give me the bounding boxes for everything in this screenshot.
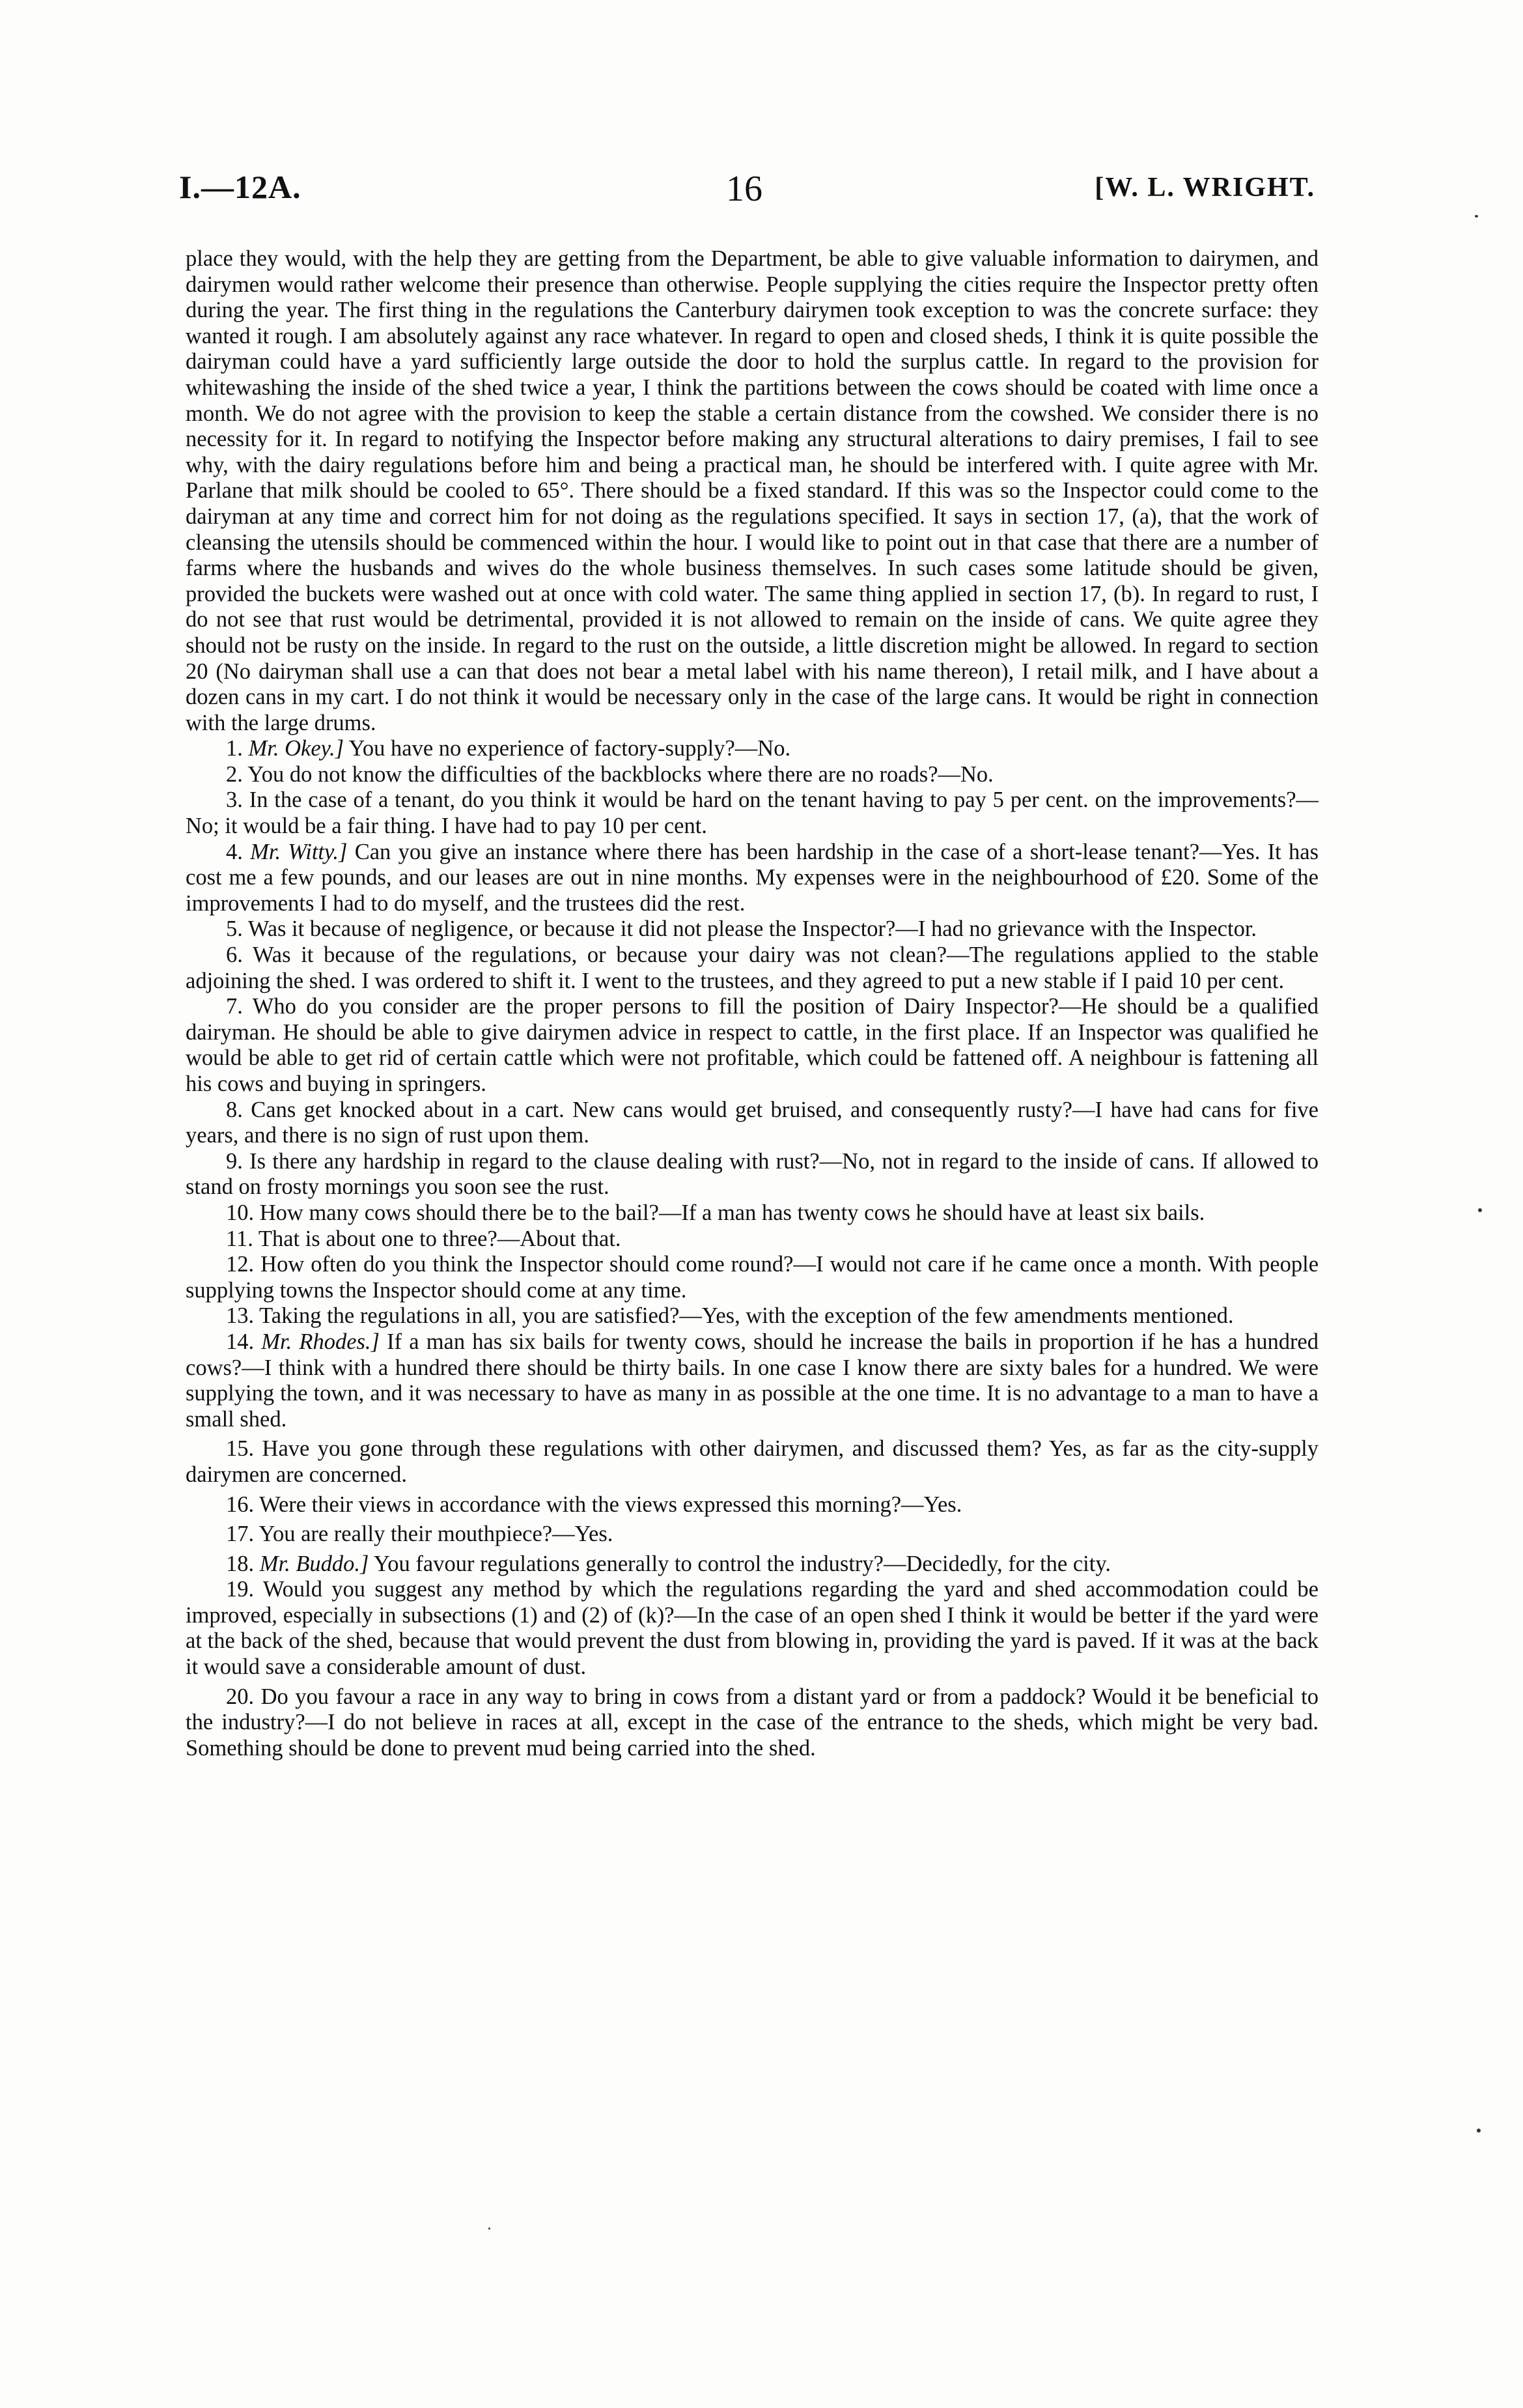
scan-speck	[488, 2228, 490, 2230]
page-header	[179, 168, 1315, 220]
question-text: Can you give an instance where there has been hardship in the case of a short-lease tenant?—Yes. It has cost me a few pounds, and our leases are out in nine months. My expenses were in the neighbourhood of £20. Some of the improvements I had to do myself, and the trustees did the rest.	[186, 839, 1319, 916]
question-number: 3.	[226, 787, 243, 813]
question-4	[186, 840, 1319, 917]
paper-reference: I.—12A.	[179, 169, 301, 205]
question-2	[186, 762, 1319, 788]
question-6	[186, 942, 1319, 994]
question-text: Have you gone through these regulations with other dairymen, and discussed them? Yes, as far as the city-supply dairymen are concerned.	[186, 1436, 1319, 1487]
question-text: If a man has six bails for twenty cows, should he increase the bails in proportion if he has a hundred cows?—I think with a hundred there should be thirty bails. In one case I know there are sixty bales for a hundred. We were supplying the town, and it was necessary to have as many in as possible at the one time. It is no advantage to a man to have a small shed.	[186, 1329, 1319, 1432]
question-number: 10.	[226, 1200, 255, 1225]
scan-speck	[1477, 2129, 1481, 2132]
page-number: 16	[726, 169, 762, 209]
question-number: 6.	[226, 942, 243, 968]
question-number: 11.	[226, 1226, 253, 1251]
question-number: 2.	[226, 761, 243, 787]
question-number: 17.	[226, 1522, 255, 1547]
question-text: Who do you consider are the proper persons to fill the position of Dairy Inspector?—He should be a qualified dairyman. He should be able to give dairymen advice in respect to cattle, in the first place. If an Inspector was qualified he would be able to get rid of certain cattle which were not profitable, which could be fattened off. A neighbour is fattening all his cows and buying in springers.	[186, 994, 1319, 1096]
question-text: Was it because of the regulations, or because your dairy was not clean?—The regulations applied to the stable adjoining the shed. I was ordered to shift it. I went to the trustees, and they agreed to put a new stable if I paid 10 per cent.	[186, 942, 1319, 993]
question-12	[186, 1252, 1319, 1303]
question-17	[186, 1522, 1319, 1548]
speaker: Mr. Buddo.]	[259, 1551, 369, 1576]
question-number: 18.	[226, 1551, 255, 1576]
question-text: You have no experience of factory-supply?—No.	[348, 736, 791, 761]
witness-name: [W. L. WRIGHT.	[1095, 173, 1315, 203]
scan-speck	[1478, 1208, 1482, 1212]
question-text: Cans get knocked about in a cart. New cans would get bruised, and consequently rusty?—I have had cans for five years, and there is no sign of rust upon them.	[186, 1097, 1319, 1148]
question-3	[186, 787, 1319, 839]
question-19	[186, 1577, 1319, 1680]
question-number: 19.	[226, 1577, 255, 1602]
question-number: 12.	[226, 1252, 255, 1277]
question-text: Taking the regulations in all, you are satisfied?—Yes, with the exception of the few amendments mentioned.	[259, 1303, 1234, 1329]
question-text: Is there any hardship in regard to the clause dealing with rust?—No, not in regard to the inside of cans. If allowed to stand on frosty mornings you soon see the rust.	[186, 1148, 1319, 1200]
question-number: 14.	[226, 1329, 255, 1354]
speaker: Mr. Okey.]	[248, 736, 344, 761]
question-16	[186, 1492, 1319, 1518]
question-text: You are really their mouthpiece?—Yes.	[258, 1522, 613, 1547]
scan-speck	[1475, 215, 1478, 218]
question-number: 9.	[226, 1148, 243, 1174]
question-20	[186, 1684, 1319, 1762]
question-text: That is about one to three?—About that.	[258, 1226, 621, 1251]
question-15	[186, 1436, 1319, 1488]
question-number: 1.	[226, 736, 243, 761]
question-1	[186, 736, 1319, 762]
question-13	[186, 1303, 1319, 1329]
question-text: Would you suggest any method by which the regulations regarding the yard and shed accommodation could be improved, especially in subsections (1) and (2) of (k)?—In the case of an open shed I think it would be better if the yard were at the back of the shed, because that would prevent the dust from blowing in, providing the yard is paved. If it was at the back it would save a considerable amount of dust.	[186, 1577, 1319, 1680]
question-18	[186, 1551, 1319, 1578]
question-number: 20.	[226, 1684, 255, 1709]
question-text: How many cows should there be to the bail?—If a man has twenty cows he should have at least six bails.	[259, 1200, 1205, 1225]
speaker: Mr. Rhodes.]	[261, 1329, 380, 1354]
question-10	[186, 1200, 1319, 1226]
question-text: You favour regulations generally to control the industry?—Decidedly, for the city.	[373, 1551, 1111, 1576]
question-text: Do you favour a race in any way to bring in cows from a distant yard or from a paddock? Would it be beneficial to the industry?—I do not believe in races at all, except in the case of the entrance to the sheds, which might be very bad. Something should be done to prevent mud being carried into the shed.	[186, 1684, 1319, 1761]
question-text: Was it because of negligence, or because it did not please the Inspector?—I had no grievance with the Inspector.	[247, 916, 1257, 942]
question-number: 8.	[226, 1097, 243, 1122]
question-text: Were their views in accordance with the views expressed this morning?—Yes.	[259, 1492, 962, 1517]
question-8	[186, 1098, 1319, 1149]
question-text: You do not know the difficulties of the backblocks where there are no roads?—No.	[247, 761, 994, 787]
question-text: In the case of a tenant, do you think it would be hard on the tenant having to pay 5 per cent. on the improvements?—No; it would be a fair thing. I have had to pay 10 per cent.	[186, 787, 1319, 839]
page-body	[186, 246, 1319, 1761]
question-9	[186, 1149, 1319, 1200]
question-number: 15.	[226, 1436, 255, 1462]
question-5	[186, 916, 1319, 942]
opening-paragraph: place they would, with the help they are getting from the Department, be able to give valuable information to dairymen, and dairymen would rather welcome their presence than otherwise. People supplying the cities require the Inspector pretty often during the year. The first thing in the regulations the Canterbury dairymen took exception to was the concrete surface: they wanted it rough. I am absolutely against any race whatever. In regard to open and closed sheds, I think it is quite possible the dairyman could have a yard sufficiently large outside the door to hold the surplus cattle. In regard to the provision for whitewashing the inside of the shed twice a year, I think the partitions between the cows should be coated with lime once a month. We do not agree with the provision to keep the stable a certain distance from the cowshed. We consider there is no necessity for it. In regard to notifying the Inspector before making any structural alterations to dairy premises, I fail to see why, with the dairy regulations before him and being a practical man, he should be interfered with. I quite agree with Mr. Parlane that milk should be cooled to 65°. There should be a fixed standard. If this was so the Inspector could come to the dairyman at any time and correct him for not doing as the regulations specified. It says in section 17, (a), that the work of cleansing the utensils should be commenced within the hour. I would like to point out in that case that there are a number of farms where the husbands and wives do the whole business themselves. In such cases some latitude should be given, provided the buckets were washed out at once with cold water. The same thing applied in section 17, (b). In regard to rust, I do not see that rust would be detrimental, provided it is not allowed to remain on the inside of cans. We quite agree they should not be rusty on the inside. In regard to the rust on the outside, a little discretion might be allowed. In regard to section 20 (No dairyman shall use a can that does not bear a metal label with his name thereon), I retail milk, and I have about a dozen cans in my cart. I do not think it would be necessary only in the case of the large cans. It would be right in connection with the large drums.	[186, 246, 1319, 735]
question-number: 4.	[226, 839, 243, 864]
question-text: How often do you think the Inspector should come round?—I would not care if he came once a month. With people supplying towns the Inspector should come at any time.	[186, 1252, 1319, 1303]
question-number: 5.	[226, 916, 243, 942]
question-number: 13.	[226, 1303, 255, 1329]
question-number: 16.	[226, 1492, 255, 1517]
speaker: Mr. Witty.]	[250, 839, 348, 864]
question-14	[186, 1329, 1319, 1432]
question-11	[186, 1226, 1319, 1253]
question-7	[186, 994, 1319, 1097]
question-number: 7.	[226, 994, 243, 1019]
